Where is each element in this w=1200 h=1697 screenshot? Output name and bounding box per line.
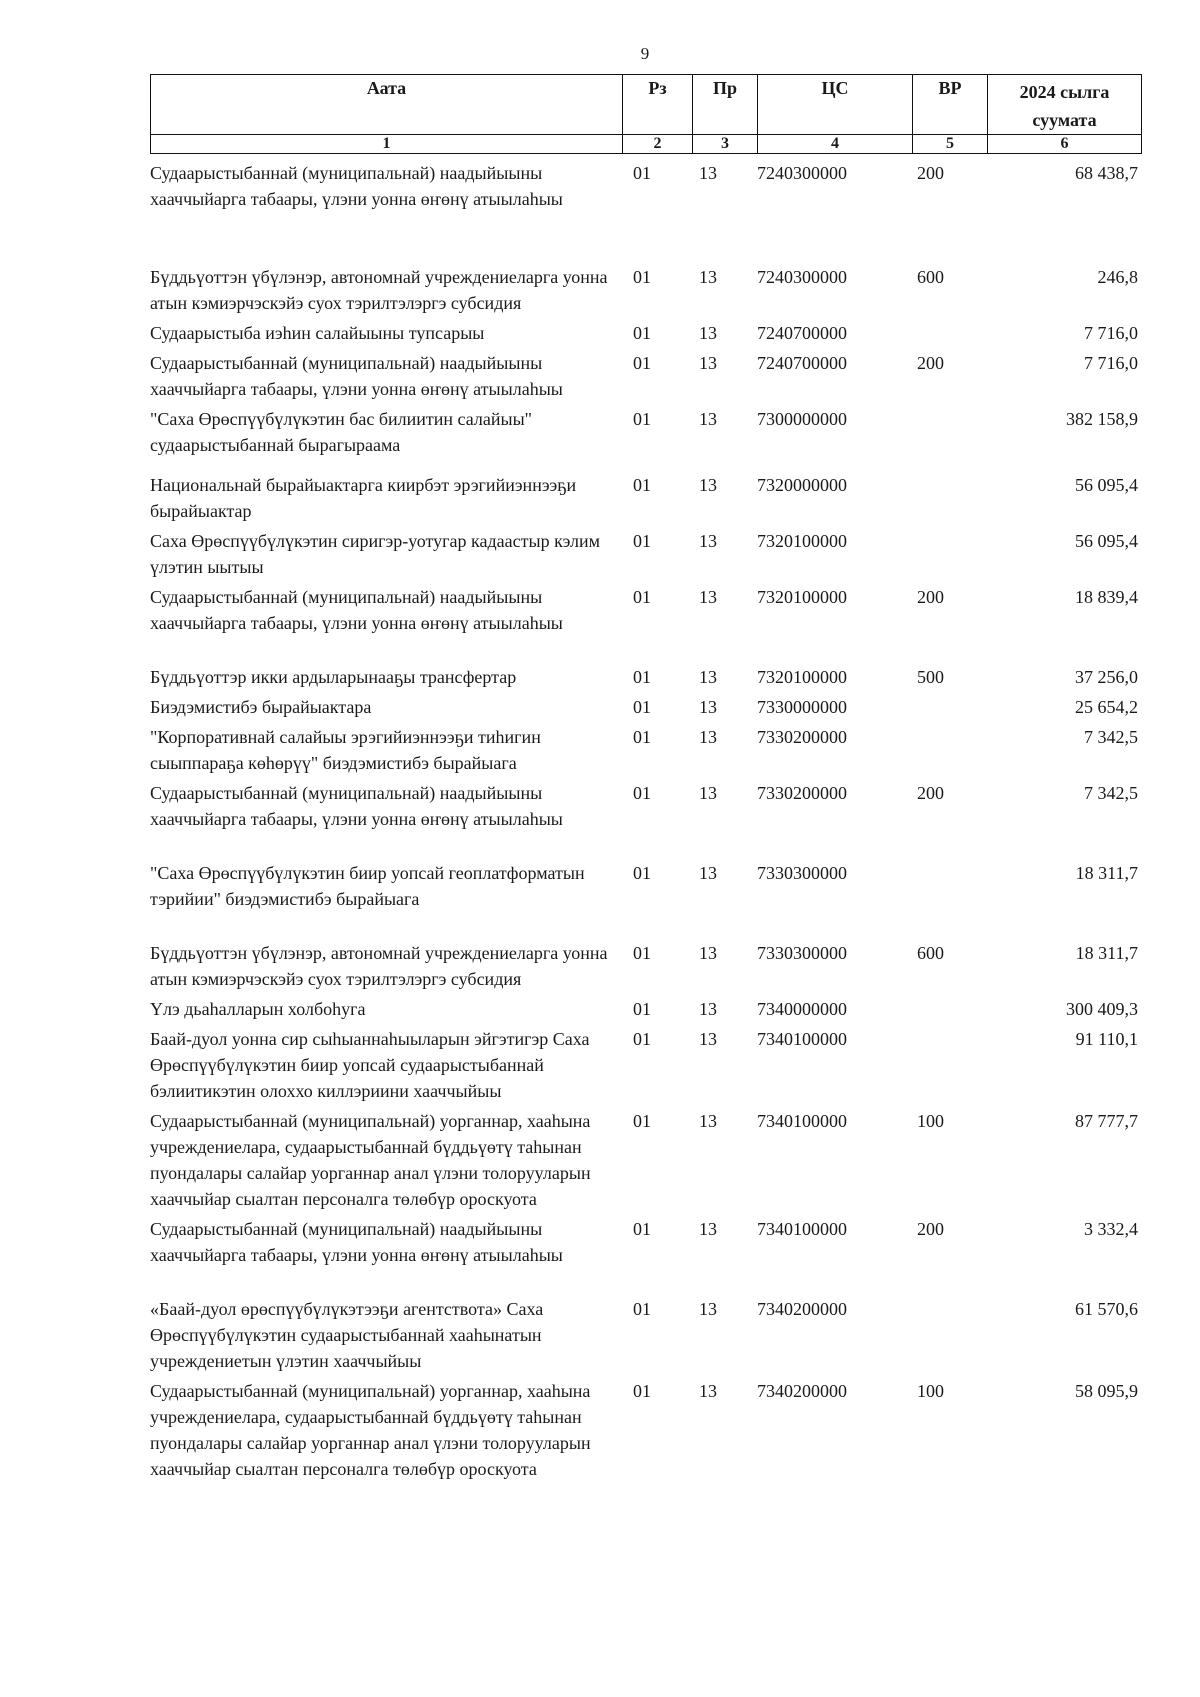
table-row [150, 406, 1141, 472]
row-cs: 7330300000 [757, 943, 847, 963]
row-name: "Корпоративнай салайыы эрэгийиэннээҕи тиһигин сыыппараҕа көһөрүү" биэдэмистибэ бырайыага [150, 727, 541, 773]
row-cs: 7340200000 [757, 1381, 847, 1401]
header-sum: 2024 сылга суумата [988, 75, 1142, 135]
row-pr: 13 [699, 409, 717, 429]
row-sum: 87 777,7 [1075, 1111, 1138, 1131]
row-sum: 300 409,3 [1066, 999, 1138, 1019]
row-name: Бүддьүоттэн үбүлэнэр, автономнай учреждениеларга уонна атын кэмиэрчэскэйэ суох тэрилтэлэргэ субсидия [150, 943, 608, 989]
header-num-1: 1 [151, 135, 623, 154]
row-pr: 13 [699, 475, 717, 495]
row-name: Национальнай бырайыактарга киирбэт эрэгийиэннээҕи бырайыактар [150, 475, 577, 521]
table-row [150, 996, 1141, 1026]
header-vr: ВР [913, 75, 988, 135]
row-rz: 01 [633, 475, 651, 495]
row-name: Судаарыстыбаннай (муниципальнай) наадыйыыны хааччыйарга табаары, үлэни уонна өҥөнү атыылаһыы [150, 353, 563, 399]
table-row [150, 1378, 1141, 1482]
row-pr: 13 [699, 1381, 717, 1401]
row-pr: 13 [699, 353, 717, 373]
row-rz: 01 [633, 1029, 651, 1049]
table-header [150, 74, 1142, 154]
row-name: Бүддьүоттэн үбүлэнэр, автономнай учреждениеларга уонна атын кэмиэрчэскэйэ суох тэрилтэлэргэ субсидия [150, 267, 608, 313]
row-rz: 01 [633, 697, 651, 717]
header-cs: ЦС [758, 75, 913, 135]
row-vr [912, 694, 987, 724]
row-rz: 01 [633, 727, 651, 747]
row-name: Судаарыстыбаннай (муниципальнай) уорганнар, хааһына учреждениелара, судаарыстыбаннай бүддьүөтү таһынан пуондалары салайар уорганнар анал үлэни толорууларын хааччыйар сыалтан персоналга төлөбүр ороскуота [150, 1381, 591, 1479]
row-cs: 7340100000 [757, 1111, 847, 1131]
row-vr: 200 [917, 587, 944, 607]
row-name: Баай-дуол уонна сир сыһыаннаһыыларын эйгэтигэр Саха Өрөспүүбүлүкэтин биир уопсай судаарыстыбаннай бэлиитикэтин олоххо киллэриини хааччыйыы [150, 1029, 590, 1101]
row-pr: 13 [699, 267, 717, 287]
row-rz: 01 [633, 1381, 651, 1401]
row-sum: 56 095,4 [1075, 475, 1138, 495]
row-sum: 7 716,0 [1084, 353, 1138, 373]
table-row [150, 472, 1141, 528]
row-vr [912, 860, 987, 940]
row-vr [912, 1296, 987, 1378]
row-rz: 01 [633, 999, 651, 1019]
row-pr: 13 [699, 1111, 717, 1131]
row-name: Биэдэмистибэ бырайыактара [150, 697, 372, 717]
header-name: Аата [151, 75, 623, 135]
row-rz: 01 [633, 163, 651, 183]
row-sum: 7 342,5 [1084, 727, 1138, 747]
row-cs: 7330300000 [757, 863, 847, 883]
row-rz: 01 [633, 267, 651, 287]
row-cs: 7330200000 [757, 727, 847, 747]
row-cs: 7240300000 [757, 163, 847, 183]
row-name: «Баай-дуол өрөспүүбүлүкэтээҕи агентствота» Саха Өрөспүүбүлүкэтин судаарыстыбаннай хааһынатын учреждениетын үлэтин хааччыйыы [150, 1299, 544, 1371]
row-cs: 7240300000 [757, 267, 847, 287]
row-vr: 200 [917, 163, 944, 183]
row-vr [912, 996, 987, 1026]
table-row [150, 694, 1141, 724]
row-vr [912, 320, 987, 350]
row-name: Судаарыстыба иэһин салайыыны тупсарыы [150, 323, 485, 343]
row-pr: 13 [699, 783, 717, 803]
row-pr: 13 [699, 999, 717, 1019]
header-num-2: 2 [623, 135, 693, 154]
row-vr: 100 [917, 1381, 944, 1401]
row-cs: 7330200000 [757, 783, 847, 803]
row-cs: 7240700000 [757, 323, 847, 343]
row-pr: 13 [699, 323, 717, 343]
row-name: "Саха Өрөспүүбүлүкэтин биир уопсай геоплатформатын тэрийии" биэдэмистибэ бырайыага [150, 863, 585, 909]
row-vr [912, 528, 987, 584]
table-row [150, 1108, 1141, 1216]
table-row [150, 1296, 1141, 1378]
row-sum: 246,8 [1097, 267, 1138, 287]
row-pr: 13 [699, 667, 717, 687]
row-pr: 13 [699, 727, 717, 747]
row-rz: 01 [633, 587, 651, 607]
row-rz: 01 [633, 863, 651, 883]
header-rz: Рз [623, 75, 693, 135]
row-rz: 01 [633, 531, 651, 551]
row-cs: 7340100000 [757, 1219, 847, 1239]
row-cs: 7320000000 [757, 475, 847, 495]
row-vr [912, 406, 987, 472]
row-rz: 01 [633, 353, 651, 373]
row-name: Үлэ дьаһалларын холбоһуга [150, 999, 366, 1019]
table-row [150, 860, 1141, 940]
table-row [150, 1026, 1141, 1108]
row-cs: 7320100000 [757, 531, 847, 551]
table-row [150, 1216, 1141, 1296]
row-cs: 7340200000 [757, 1299, 847, 1319]
row-sum: 61 570,6 [1075, 1299, 1138, 1319]
row-vr [912, 472, 987, 528]
row-sum: 382 158,9 [1066, 409, 1138, 429]
row-cs: 7300000000 [757, 409, 847, 429]
table-row [150, 528, 1141, 584]
header-num-5: 5 [913, 135, 988, 154]
row-sum: 56 095,4 [1075, 531, 1138, 551]
row-sum: 7 716,0 [1084, 323, 1138, 343]
header-num-3: 3 [693, 135, 758, 154]
table-row [150, 724, 1141, 780]
header-num-6: 6 [988, 135, 1142, 154]
row-cs: 7320100000 [757, 587, 847, 607]
row-vr [912, 724, 987, 780]
row-sum: 68 438,7 [1075, 163, 1138, 183]
row-rz: 01 [633, 943, 651, 963]
row-rz: 01 [633, 1111, 651, 1131]
row-rz: 01 [633, 323, 651, 343]
row-cs: 7320100000 [757, 667, 847, 687]
row-pr: 13 [699, 863, 717, 883]
row-sum: 18 311,7 [1075, 943, 1138, 963]
header-pr: Пр [693, 75, 758, 135]
row-sum: 7 342,5 [1084, 783, 1138, 803]
row-vr: 600 [917, 943, 944, 963]
row-sum: 18 839,4 [1075, 587, 1138, 607]
row-pr: 13 [699, 1299, 717, 1319]
header-num-4: 4 [758, 135, 913, 154]
table-row [150, 160, 1141, 264]
row-rz: 01 [633, 409, 651, 429]
row-vr: 200 [917, 1219, 944, 1239]
row-sum: 37 256,0 [1075, 667, 1138, 687]
table-row [150, 584, 1141, 664]
row-name: Судаарыстыбаннай (муниципальнай) наадыйыыны хааччыйарга табаары, үлэни уонна өҥөнү атыылаһыы [150, 1219, 563, 1265]
row-name: Судаарыстыбаннай (муниципальнай) наадыйыыны хааччыйарга табаары, үлэни уонна өҥөнү атыылаһыы [150, 163, 563, 209]
row-sum: 25 654,2 [1075, 697, 1138, 717]
table-row [150, 320, 1141, 350]
row-sum: 18 311,7 [1075, 863, 1138, 883]
row-sum: 58 095,9 [1075, 1381, 1138, 1401]
row-rz: 01 [633, 1299, 651, 1319]
row-vr [912, 1026, 987, 1108]
table-row [150, 264, 1141, 320]
row-sum: 91 110,1 [1075, 1029, 1138, 1049]
table-row [150, 350, 1141, 406]
row-name: "Саха Өрөспүүбүлүкэтин бас билиитин салайыы" судаарыстыбаннай бырагыраама [150, 409, 533, 455]
row-pr: 13 [699, 163, 717, 183]
table-row [150, 780, 1141, 860]
row-pr: 13 [699, 943, 717, 963]
row-name: Судаарыстыбаннай (муниципальнай) наадыйыыны хааччыйарга табаары, үлэни уонна өҥөнү атыылаһыы [150, 587, 563, 633]
row-cs: 7330000000 [757, 697, 847, 717]
row-name: Судаарыстыбаннай (муниципальнай) наадыйыыны хааччыйарга табаары, үлэни уонна өҥөнү атыылаһыы [150, 783, 563, 829]
row-cs: 7340000000 [757, 999, 847, 1019]
row-pr: 13 [699, 587, 717, 607]
budget-table [150, 160, 1141, 1482]
row-rz: 01 [633, 783, 651, 803]
row-rz: 01 [633, 667, 651, 687]
row-rz: 01 [633, 1219, 651, 1239]
row-cs: 7340100000 [757, 1029, 847, 1049]
row-vr: 200 [917, 783, 944, 803]
row-vr: 200 [917, 353, 944, 373]
row-pr: 13 [699, 697, 717, 717]
page-number: 9 [640, 44, 650, 63]
table-row [150, 940, 1141, 996]
row-vr: 600 [917, 267, 944, 287]
row-name: Саха Өрөспүүбүлүкэтин сиригэр-уотугар кадаастыр кэлим үлэтин ыытыы [150, 531, 601, 577]
row-vr: 100 [917, 1111, 944, 1131]
row-vr: 500 [917, 667, 944, 687]
row-pr: 13 [699, 1029, 717, 1049]
row-sum: 3 332,4 [1084, 1219, 1138, 1239]
row-pr: 13 [699, 531, 717, 551]
table-row [150, 664, 1141, 694]
row-pr: 13 [699, 1219, 717, 1239]
row-cs: 7240700000 [757, 353, 847, 373]
row-name: Бүддьүоттэр икки ардыларынааҕы трансфертар [150, 667, 517, 687]
row-name: Судаарыстыбаннай (муниципальнай) уорганнар, хааһына учреждениелара, судаарыстыбаннай бүддьүөтү таһынан пуондалары салайар уорганнар анал үлэни толорууларын хааччыйар сыалтан персоналга төлөбүр ороскуота [150, 1111, 591, 1209]
